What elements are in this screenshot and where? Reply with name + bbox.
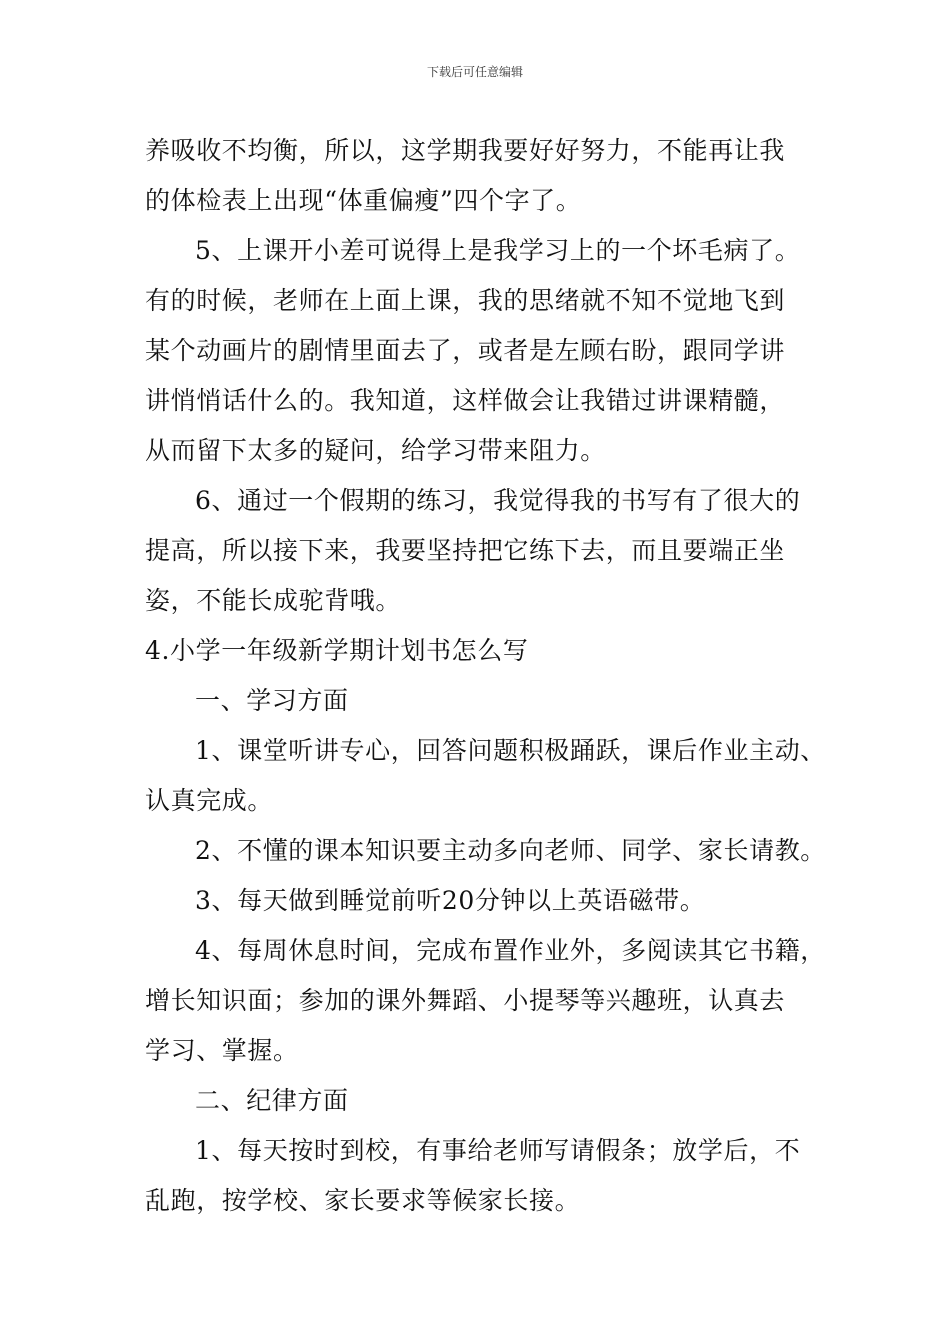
text-line: 有的时候，老师在上面上课，我的思绪就不知不觉地飞到 — [145, 286, 786, 315]
paragraph-line: 4、每周休息时间，完成布置作业外，多阅读其它书籍， — [195, 936, 826, 965]
paragraph-line: 1、课堂听讲专心，回答问题积极踊跃，课后作业主动、 — [195, 736, 826, 765]
text-line: 某个动画片的剧情里面去了，或者是左顾右盼，跟同学讲 — [145, 336, 786, 365]
subsection-heading: 一、学习方面 — [195, 686, 349, 715]
text-line: 养吸收不均衡，所以，这学期我要好好努力，不能再让我 — [145, 136, 786, 165]
text-line: 从而留下太多的疑问，给学习带来阻力。 — [145, 436, 606, 465]
paragraph-line: 3、每天做到睡觉前听20分钟以上英语磁带。 — [195, 886, 706, 915]
paragraph-line: 5、上课开小差可说得上是我学习上的一个坏毛病了。 — [195, 236, 801, 265]
text-line: 学习、掌握。 — [145, 1036, 299, 1065]
document-body — [145, 126, 835, 1226]
paragraph-line: 2、不懂的课本知识要主动多向老师、同学、家长请教。 — [195, 836, 826, 865]
text-line: 提高，所以接下来，我要坚持把它练下去，而且要端正坐 — [145, 536, 786, 565]
section-heading: 4.小学一年级新学期计划书怎么写 — [145, 636, 529, 665]
paragraph-line: 6、通过一个假期的练习，我觉得我的书写有了很大的 — [195, 486, 801, 515]
text-line: 认真完成。 — [145, 786, 274, 815]
subsection-heading: 二、纪律方面 — [195, 1086, 349, 1115]
text-line: 的体检表上出现“体重偏瘦”四个字了。 — [145, 186, 582, 215]
text-line: 增长知识面；参加的课外舞蹈、小提琴等兴趣班，认真去 — [145, 986, 786, 1015]
page-header-note: 下载后可任意编辑 — [426, 65, 523, 79]
text-line: 姿，不能长成驼背哦。 — [145, 586, 402, 615]
paragraph-line: 1、每天按时到校，有事给老师写请假条；放学后，不 — [195, 1136, 801, 1165]
text-line: 乱跑，按学校、家长要求等候家长接。 — [145, 1186, 581, 1215]
text-line: 讲悄悄话什么的。我知道，这样做会让我错过讲课精髓， — [145, 386, 786, 415]
